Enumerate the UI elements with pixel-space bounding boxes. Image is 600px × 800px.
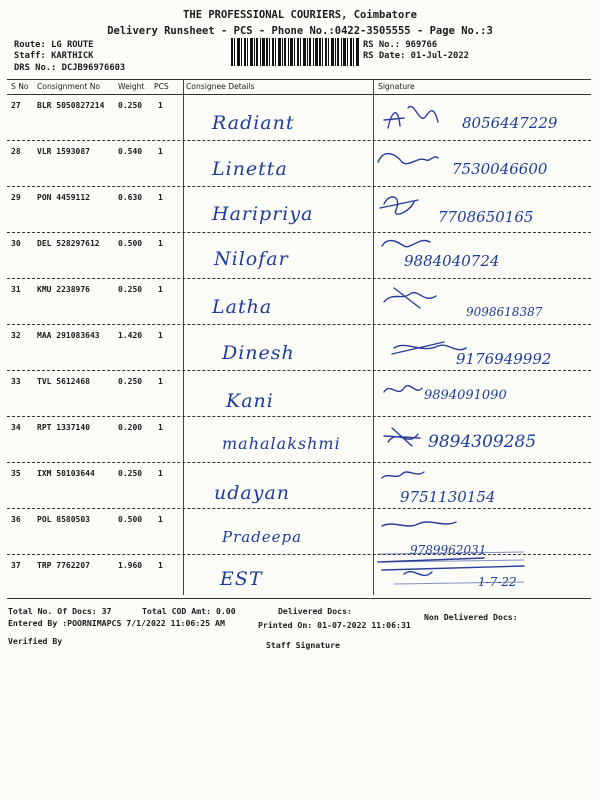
row-consignment-no: PON 4459112 <box>37 193 90 202</box>
row-weight: 0.500 <box>118 515 143 524</box>
handwritten-phone: 9894309285 <box>428 432 537 452</box>
handwritten-consignee: Pradeepa <box>222 528 303 546</box>
row-consignment-no: BLR 5050827214 <box>37 101 105 110</box>
handwritten-consignee: Dinesh <box>222 342 295 364</box>
row-consignment-no: TRP 7762207 <box>37 561 90 570</box>
printed-on: Printed On: 01-07-2022 11:06:31 <box>258 620 411 630</box>
row-sno: 37 <box>11 561 21 570</box>
row-weight: 0.250 <box>118 377 143 386</box>
col-consignment: Consignment No <box>37 82 101 91</box>
row-weight: 0.630 <box>118 193 143 202</box>
staff-signature: Staff Signature <box>266 640 340 650</box>
handwritten-consignee: udayan <box>214 482 291 504</box>
row-consignment-no: IXM 50103644 <box>37 469 95 478</box>
row-weight: 0.250 <box>118 285 143 294</box>
barcode-image <box>231 38 359 66</box>
handwritten-consignee: Radiant <box>212 112 295 134</box>
row-pcs: 1 <box>158 285 163 294</box>
row-pcs: 1 <box>158 515 163 524</box>
row-sno: 29 <box>11 193 21 202</box>
handwritten-consignee: Nilofar <box>214 248 289 270</box>
handwritten-consignee: EST <box>220 568 263 590</box>
total-docs: Total No. Of Docs: 37 <box>8 606 112 616</box>
column-divider <box>183 80 184 595</box>
handwritten-phone: 9894091090 <box>424 388 507 403</box>
row-sno: 36 <box>11 515 21 524</box>
row-sno: 35 <box>11 469 21 478</box>
row-weight: 0.250 <box>118 101 143 110</box>
row-pcs: 1 <box>158 193 163 202</box>
signature-scribbles <box>374 96 592 596</box>
handwritten-phone: 9751130154 <box>400 488 496 506</box>
non-delivered-docs: Non Delivered Docs: <box>424 612 518 622</box>
runsheet-subtitle: Delivery Runsheet - PCS - Phone No.:0422-3505555 - Page No.:3 <box>107 25 493 37</box>
row-pcs: 1 <box>158 147 163 156</box>
row-sno: 34 <box>11 423 21 432</box>
row-consignment-no: POL 8580503 <box>37 515 90 524</box>
verified-by: Verified By <box>8 636 63 646</box>
row-sno: 31 <box>11 285 21 294</box>
handwritten-consignee: Latha <box>212 296 273 318</box>
handwritten-consignee: mahalakshmi <box>222 434 341 453</box>
row-pcs: 1 <box>158 239 163 248</box>
table-bottom-rule <box>7 598 591 599</box>
row-weight: 1.960 <box>118 561 143 570</box>
total-cod-amount: Total COD Amt: 0.00 <box>142 606 236 616</box>
rs-date: RS Date: 01-Jul-2022 <box>363 51 469 61</box>
row-pcs: 1 <box>158 469 163 478</box>
row-sno: 28 <box>11 147 21 156</box>
row-pcs: 1 <box>158 561 163 570</box>
row-sno: 30 <box>11 239 21 248</box>
row-weight: 0.200 <box>118 423 143 432</box>
handwritten-phone: 9098618387 <box>466 305 543 319</box>
col-pcs: PCS <box>154 82 169 91</box>
handwritten-phone: 1-7-22 <box>478 575 517 589</box>
row-pcs: 1 <box>158 377 163 386</box>
drs-number: DRS No.: DCJB96976603 <box>14 63 126 73</box>
handwritten-phone: 9884040724 <box>404 252 500 270</box>
row-pcs: 1 <box>158 101 163 110</box>
col-signature: Signature <box>378 82 415 91</box>
col-sno: S No <box>11 82 29 91</box>
row-sno: 32 <box>11 331 21 340</box>
row-sno: 27 <box>11 101 21 110</box>
row-weight: 1.420 <box>118 331 143 340</box>
route-label: Route: LG ROUTE <box>14 40 94 50</box>
row-consignment-no: TVL 5612468 <box>37 377 90 386</box>
handwritten-phone: 9789962031 <box>410 543 487 557</box>
row-sno: 33 <box>11 377 21 386</box>
row-consignment-no: DEL 528297612 <box>37 239 100 248</box>
row-consignment-no: MAA 291083643 <box>37 331 100 340</box>
table-top-rule <box>7 79 591 80</box>
handwritten-phone: 7708650165 <box>438 208 534 226</box>
company-title: THE PROFESSIONAL COURIERS, Coimbatore <box>183 9 417 21</box>
row-weight: 0.540 <box>118 147 143 156</box>
row-pcs: 1 <box>158 331 163 340</box>
col-consignee: Consignee Details <box>186 82 255 91</box>
row-consignment-no: KMU 2238976 <box>37 285 90 294</box>
handwritten-phone: 9176949992 <box>456 350 552 368</box>
handwritten-consignee: Haripriya <box>212 203 314 225</box>
row-pcs: 1 <box>158 423 163 432</box>
rs-number: RS No.: 969766 <box>363 40 438 50</box>
handwritten-consignee: Kani <box>226 390 274 412</box>
row-consignment-no: VLR 1593087 <box>37 147 90 156</box>
row-weight: 0.250 <box>118 469 143 478</box>
handwritten-phone: 7530046600 <box>452 160 548 178</box>
row-weight: 0.500 <box>118 239 143 248</box>
delivered-docs: Delivered Docs: <box>278 606 352 616</box>
table-header-rule <box>7 94 591 95</box>
entered-by: Entered By :POORNIMAPCS 7/1/2022 11:06:25 AM <box>8 618 225 628</box>
row-consignment-no: RPT 1337140 <box>37 423 90 432</box>
handwritten-consignee: Linetta <box>212 158 288 180</box>
col-weight: Weight <box>118 82 145 91</box>
handwritten-phone: 8056447229 <box>462 114 558 132</box>
staff-label: Staff: KARTHICK <box>14 51 94 61</box>
